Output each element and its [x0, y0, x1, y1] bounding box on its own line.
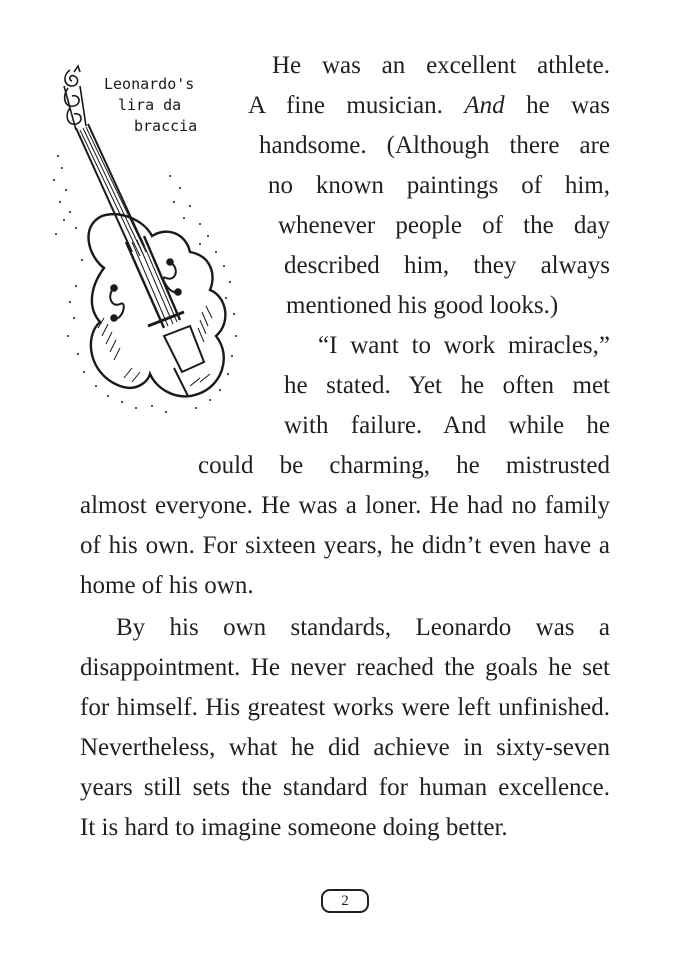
illustration-caption — [104, 74, 224, 137]
body-line-8: “I want to work miracles,” — [318, 332, 610, 359]
body-line-5: whenever people of the day — [278, 212, 610, 239]
caption-line-1: Leonardo's — [104, 75, 195, 93]
body-line-9: he stated. Yet he often met — [284, 372, 610, 399]
body-line-3: handsome. (Although there are — [259, 132, 610, 159]
body-line-1: He was an excellent athlete. — [272, 52, 610, 79]
body-line-4: no known paintings of him, — [268, 172, 610, 199]
body-line-10: with failure. And while he — [284, 412, 610, 439]
body-line-15: By his own standards, Leonardo was a — [116, 614, 610, 641]
page-number: 2 — [321, 889, 369, 913]
body-line-17: for himself. His greatest works were left unfinished. — [80, 694, 610, 721]
body-line-20: It is hard to imagine someone doing better. — [80, 814, 508, 841]
caption-line-3: braccia — [134, 117, 198, 135]
caption-line-2: lira da — [118, 96, 182, 114]
body-line-6: described him, they always — [284, 252, 610, 279]
body-line-13: of his own. For sixteen years, he didn’t even have a — [80, 532, 610, 559]
body-line-18: Nevertheless, what he did achieve in sixty-seven — [80, 734, 610, 761]
body-line-14: home of his own. — [80, 572, 254, 599]
body-line-2 — [248, 86, 610, 126]
body-line-12: almost everyone. He was a loner. He had no family — [80, 492, 610, 519]
body-line-16: disappointment. He never reached the goals he set — [80, 654, 610, 681]
body-line-2-b: he was — [526, 92, 610, 119]
body-line-7: mentioned his good looks.) — [286, 292, 559, 319]
body-line-11: could be charming, he mistrusted — [198, 452, 610, 479]
body-line-2-a: A fine musician. — [248, 92, 443, 119]
body-line-19: years still sets the standard for human excellence. — [80, 774, 610, 801]
body-line-2-emphasis: And — [464, 92, 505, 119]
